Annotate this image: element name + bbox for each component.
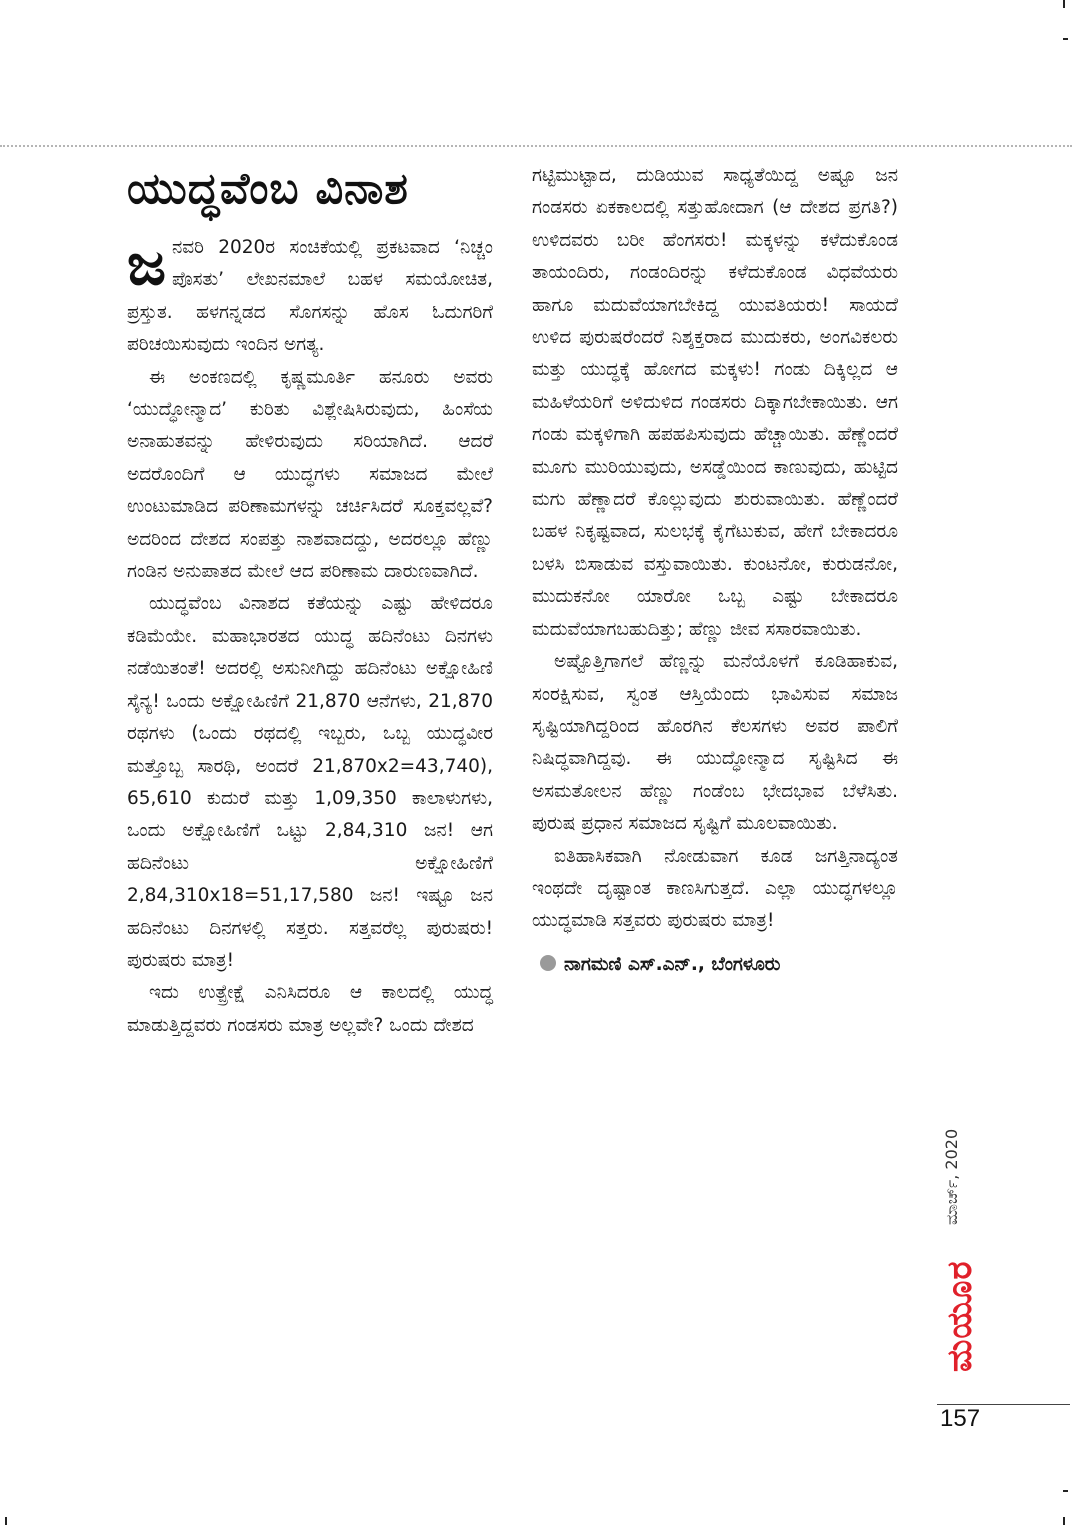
crop-mark-bottom-left [5, 1517, 7, 1525]
page-number: 157 [940, 1405, 981, 1432]
crop-mark-bottom-right [1063, 1517, 1065, 1525]
author-name: ನಾಗಮಣಿ ಎಸ್.ಎನ್., ಬೆಂಗಳೂರು [564, 953, 781, 975]
author-byline [540, 950, 898, 980]
crop-mark-top-dash [1063, 38, 1068, 40]
issue-date: ಮಾರ್ಚ್, 2020 [942, 1128, 961, 1225]
article-paragraph: ಐತಿಹಾಸಿಕವಾಗಿ ನೋಡುವಾಗ ಕೂಡ ಜಗತ್ತಿನಾದ್ಯಂತ ಇಂಥದೇ ದೃಷ್ಟಾಂತ ಕಾಣಸಿಗುತ್ತದೆ. ಎಲ್ಲಾ ಯುದ್ಧಗಳಲ್ಲೂ ಯುದ್ಧಮಾಡಿ ಸತ್ತವರು ಪುರುಷರು ಮಾತ್ರ! [532, 845, 898, 932]
article-title: ಯುದ್ಧವೆಂಬ ವಿನಾಶ [127, 164, 409, 214]
article-paragraph: ಈ ಅಂಕಣದಲ್ಲಿ ಕೃಷ್ಣಮೂರ್ತಿ ಹನೂರು ಅವರು ‘ಯುದ್ಧೋನ್ಮಾದ’ ಕುರಿತು ವಿಶ್ಲೇಷಿಸಿರುವುದು, ಹಿಂಸೆಯ ಅನಾಹುತವನ್ನು ಹೇಳಿರುವುದು ಸರಿಯಾಗಿದೆ. ಆದರೆ ಅದರೊಂದಿಗೆ ಆ ಯುದ್ಧಗಳು ಸಮಾಜದ ಮೇಲೆ ಉಂಟುಮಾಡಿದ ಪರಿಣಾಮಗಳನ್ನು ಚರ್ಚಿಸಿದರೆ ಸೂಕ್ತವಲ್ಲವೆ? ಅದರಿಂದ ದೇಶದ ಸಂಪತ್ತು ನಾಶವಾದದ್ದು, ಅದರಲ್ಲೂ ಹೆಣ್ಣು ಗಂಡಿನ ಅನುಪಾತದ ಮೇಲೆ ಆದ ಪರಿಣಾಮ ದಾರುಣವಾಗಿದೆ. [127, 366, 493, 583]
article-paragraph: ಅಷ್ಟೊತ್ತಿಗಾಗಲೆ ಹೆಣ್ಣನ್ನು ಮನೆಯೊಳಗೆ ಕೂಡಿಹಾಕುವ, ಸಂರಕ್ಷಿಸುವ, ಸ್ವಂತ ಆಸ್ತಿಯೆಂದು ಭಾವಿಸುವ ಸಮಾಜ ಸೃಷ್ಟಿಯಾಗಿದ್ದರಿಂದ ಹೊರಗಿನ ಕೆಲಸಗಳು ಅವರ ಪಾಲಿಗೆ ನಿಷಿದ್ಧವಾಗಿದ್ದವು. ಈ ಯುದ್ಧೋನ್ಮಾದ ಸೃಷ್ಟಿಸಿದ ಈ ಅಸಮತೋಲನ ಹೆಣ್ಣು ಗಂಡೆಂಬ ಭೇದಭಾವ ಬೆಳೆಸಿತು. ಪುರುಷ ಪ್ರಧಾನ ಸಮಾಜದ ಸೃಷ್ಟಿಗೆ ಮೂಲವಾಯಿತು. [532, 651, 898, 835]
crop-mark-bottom-dash [1063, 1490, 1068, 1492]
dotted-header-rule [0, 145, 1072, 147]
drop-cap: ಜ [127, 230, 166, 298]
article-paragraph: ಯುದ್ಧವೆಂಬ ವಿನಾಶದ ಕತೆಯನ್ನು ಎಷ್ಟು ಹೇಳಿದರೂ ಕಡಿಮೆಯೇ. ಮಹಾಭಾರತದ ಯುದ್ಧ ಹದಿನೆಂಟು ದಿನಗಳು ನಡೆಯಿತಂತೆ! ಅದರಲ್ಲಿ ಅಸುನೀಗಿದ್ದು ಹದಿನೆಂಟು ಅಕ್ಷೋಹಿಣಿ ಸೈನ್ಯ! ಒಂದು ಅಕ್ಷೋಹಿಣಿಗೆ 21,870 ಆನೆಗಳು, 21,870 ರಥಗಳು (ಒಂದು ರಥದಲ್ಲಿ ಇಬ್ಬರು, ಒಬ್ಬ ಯುದ್ಧವೀರ ಮತ್ತೊಬ್ಬ ಸಾರಥಿ, ಅಂದರೆ 21,870x2=43,740), 65,610 ಕುದುರೆ ಮತ್ತು 1,09,350 ಕಾಲಾಳುಗಳು, ಒಂದು ಅಕ್ಷೋಹಿಣಿಗೆ ಒಟ್ಟು 2,84,310 ಜನ! ಆಗ ಹದಿನೆಂಟು ಅಕ್ಷೋಹಿಣಿಗೆ 2,84,310x18=51,17,580 ಜನ! ಇಷ್ಟೂ ಜನ ಹದಿನೆಂಟು ದಿನಗಳಲ್ಲಿ ಸತ್ತರು. ಸತ್ತವರೆಲ್ಲ ಪುರುಷರು! ಪುರುಷರು ಮಾತ್ರ! [127, 593, 493, 971]
article-paragraph [127, 232, 493, 362]
bullet-icon [540, 955, 556, 971]
magazine-logo: ಮಯೂರ [940, 1260, 980, 1372]
right-column [532, 160, 898, 980]
paragraph-text: ನವರಿ 2020ರ ಸಂಚಿಕೆಯಲ್ಲಿ ಪ್ರಕಟವಾದ ‘ನಿಚ್ಚಂ ಪೊಸತು’ ಲೇಖನಮಾಲೆ ಬಹಳ ಸಮಯೋಚಿತ, ಪ್ರಸ್ತುತ. ಹಳಗನ್ನಡದ ಸೊಗಸನ್ನು ಹೊಸ ಓದುಗರಿಗೆ ಪರಿಚಯಿಸುವುದು ಇಂದಿನ ಅಗತ್ಯ. [127, 237, 493, 356]
crop-mark-top [1063, 0, 1065, 8]
article-paragraph: ಗಟ್ಟಿಮುಟ್ಟಾದ, ದುಡಿಯುವ ಸಾಧ್ಯತೆಯಿದ್ದ ಅಷ್ಟೂ ಜನ ಗಂಡಸರು ಏಕಕಾಲದಲ್ಲಿ ಸತ್ತುಹೋದಾಗ (ಆ ದೇಶದ ಪ್ರಗತಿ?) ಉಳಿದವರು ಬರೀ ಹೆಂಗಸರು! ಮಕ್ಕಳನ್ನು ಕಳೆದುಕೊಂಡ ತಾಯಂದಿರು, ಗಂಡಂದಿರನ್ನು ಕಳೆದುಕೊಂಡ ವಿಧವೆಯರು ಹಾಗೂ ಮದುವೆಯಾಗಬೇಕಿದ್ದ ಯುವತಿಯರು! ಸಾಯದೆ ಉಳಿದ ಪುರುಷರೆಂದರೆ ನಿಶ್ಶಕ್ತರಾದ ಮುದುಕರು, ಅಂಗವಿಕಲರು ಮತ್ತು ಯುದ್ಧಕ್ಕೆ ಹೋಗದ ಮಕ್ಕಳು! ಗಂಡು ದಿಕ್ಕಿಲ್ಲದ ಆ ಮಹಿಳೆಯರಿಗೆ ಅಳಿದುಳಿದ ಗಂಡಸರು ದಿಕ್ಕಾಗಬೇಕಾಯಿತು. ಆಗ ಗಂಡು ಮಕ್ಕಳಿಗಾಗಿ ಹಪಹಪಿಸುವುದು ಹೆಚ್ಚಾಯಿತು. ಹೆಣ್ಣೆಂದರೆ ಮೂಗು ಮುರಿಯುವುದು, ಅಸಡ್ಡೆಯಿಂದ ಕಾಣುವುದು, ಹುಟ್ಟಿದ ಮಗು ಹೆಣ್ಣಾದರೆ ಕೊಲ್ಲುವುದು ಶುರುವಾಯಿತು. ಹೆಣ್ಣೆಂದರೆ ಬಹಳ ನಿಕೃಷ್ಟವಾದ, ಸುಲಭಕ್ಕೆ ಕೈಗೆಟುಕುವ, ಹೇಗೆ ಬೇಕಾದರೂ ಬಳಸಿ ಬಿಸಾಡುವ ವಸ್ತುವಾಯಿತು. ಕುಂಟನೋ, ಕುರುಡನೋ, ಮುದುಕನೋ ಯಾರೋ ಒಬ್ಬ ಎಷ್ಟು ಬೇಕಾದರೂ ಮದುವೆಯಾಗಬಹುದಿತ್ತು; ಹೆಣ್ಣು ಜೀವ ಸಸಾರವಾಯಿತು. [532, 165, 898, 640]
article-paragraph: ಇದು ಉತ್ಪ್ರೇಕ್ಷೆ ಎನಿಸಿದರೂ ಆ ಕಾಲದಲ್ಲಿ ಯುದ್ಧ ಮಾಡುತ್ತಿದ್ದವರು ಗಂಡಸರು ಮಾತ್ರ ಅಲ್ಲವೇ? ಒಂದು ದೇಶದ [127, 982, 493, 1036]
left-column [127, 160, 493, 1042]
